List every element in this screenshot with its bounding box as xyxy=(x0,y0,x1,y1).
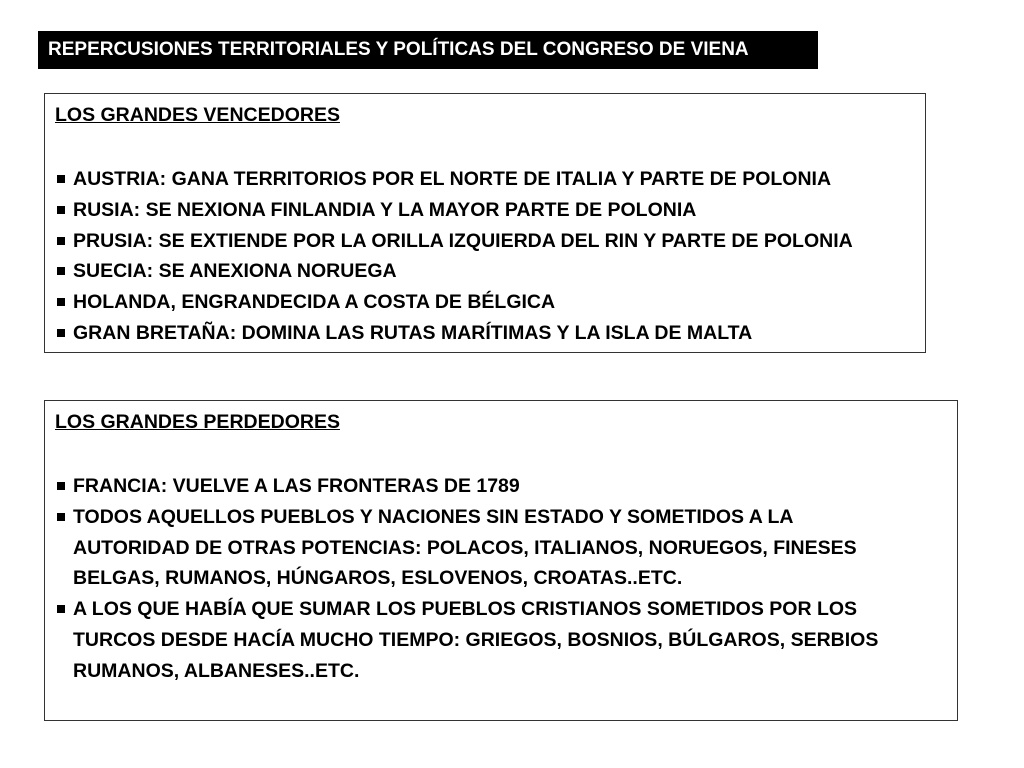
list-item xyxy=(55,256,853,287)
list-item-text-line: AUTORIDAD DE OTRAS POTENCIAS: POLACOS, ITALIANOS, NORUEGOS, FINESES xyxy=(73,536,857,559)
winners-box xyxy=(44,93,926,353)
list-item-text-line: GRAN BRETAÑA: DOMINA LAS RUTAS MARÍTIMAS Y LA ISLA DE MALTA xyxy=(73,321,753,344)
list-item-text-line: RUMANOS, ALBANESES..ETC. xyxy=(73,659,360,682)
losers-heading: LOS GRANDES PERDEDORES xyxy=(55,411,340,433)
square-bullet-icon xyxy=(57,329,65,337)
square-bullet-icon xyxy=(57,298,65,306)
list-item xyxy=(55,594,878,686)
winners-heading: LOS GRANDES VENCEDORES xyxy=(55,104,340,126)
square-bullet-icon xyxy=(57,482,65,490)
square-bullet-icon xyxy=(57,605,65,613)
list-item-text-line: TURCOS DESDE HACÍA MUCHO TIEMPO: GRIEGOS, BOSNIOS, BÚLGAROS, SERBIOS xyxy=(73,628,879,651)
list-item-text-line: HOLANDA, ENGRANDECIDA A COSTA DE BÉLGICA xyxy=(73,291,556,314)
list-item xyxy=(55,471,878,502)
winners-list xyxy=(55,164,853,349)
slide-title: REPERCUSIONES TERRITORIALES Y POLÍTICAS DEL CONGRESO DE VIENA xyxy=(38,31,818,69)
list-item-text-line: SUECIA: SE ANEXIONA NORUEGA xyxy=(73,260,397,283)
list-item xyxy=(55,195,853,226)
losers-list xyxy=(55,471,878,687)
list-item xyxy=(55,502,878,594)
square-bullet-icon xyxy=(57,206,65,214)
square-bullet-icon xyxy=(57,267,65,275)
list-item-text-line: TODOS AQUELLOS PUEBLOS Y NACIONES SIN ESTADO Y SOMETIDOS A LA xyxy=(73,505,794,528)
list-item-text-line: A LOS QUE HABÍA QUE SUMAR LOS PUEBLOS CRISTIANOS SOMETIDOS POR LOS xyxy=(73,598,858,621)
list-item xyxy=(55,226,853,257)
list-item-text-line: FRANCIA: VUELVE A LAS FRONTERAS DE 1789 xyxy=(73,475,520,497)
losers-box xyxy=(44,400,958,721)
list-item-text-line: BELGAS, RUMANOS, HÚNGAROS, ESLOVENOS, CROATAS..ETC. xyxy=(73,567,683,590)
square-bullet-icon xyxy=(57,175,65,183)
list-item-text-line: RUSIA: SE NEXIONA FINLANDIA Y LA MAYOR PARTE DE POLONIA xyxy=(73,198,697,221)
square-bullet-icon xyxy=(57,513,65,521)
list-item-text-line: PRUSIA: SE EXTIENDE POR LA ORILLA IZQUIERDA DEL RIN Y PARTE DE POLONIA xyxy=(73,229,853,252)
list-item xyxy=(55,318,853,349)
list-item xyxy=(55,164,853,195)
list-item xyxy=(55,287,853,318)
list-item-text-line: AUSTRIA: GANA TERRITORIOS POR EL NORTE DE ITALIA Y PARTE DE POLONIA xyxy=(73,168,832,190)
square-bullet-icon xyxy=(57,237,65,245)
